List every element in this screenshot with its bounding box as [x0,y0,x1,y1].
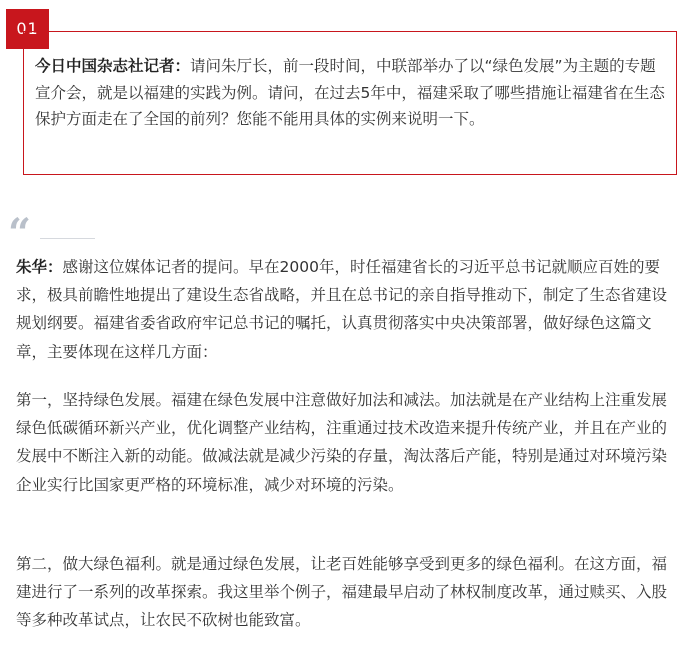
answer-point-2: 第二，做大绿色福利。就是通过绿色发展，让老百姓能够享受到更多的绿色福利。在这方面，福建进行了一系列的改革探索。我这里举个例子，福建最早启动了林权制度改革，通过赎买、入股等多种改革试点，让农民不砍树也能致富。 [16,555,668,630]
question-speaker: 今日中国杂志社记者： [35,57,191,75]
quote-divider [40,238,95,239]
quote-mark-icon: “ [8,210,32,257]
answer-point-1: 第一，坚持绿色发展。福建在绿色发展中注意做好加法和减法。加法就是在产业结构上注重发展绿色低碳循环新兴产业，优化调整产业结构，注重通过技术改造来提升传统产业，并且在产业的发展中不断注入新的动能。做减法就是减少污染的存量，淘汰落后产能，特别是通过对环境污染企业实行比国家更严格的环境标准，减少对环境的污染。 [16,391,668,494]
question-text [35,53,671,133]
question-body: 请问朱厅长，前一段时间，中联部举办了以“绿色发展”为主题的专题宣介会，就是以福建的实践为例。请问，在过去5年中，福建采取了哪些措施让福建省在生态保护方面走在了全国的前列？您能不能用具体的实例来说明一下。 [35,57,665,128]
section-number-badge: 01 [6,9,49,49]
answer-intro-text: 感谢这位媒体记者的提问。早在2000年，时任福建省长的习近平总书记就顺应百姓的要求，极具前瞻性地提出了建设生态省战略，并且在总书记的亲自指导推动下，制定了生态省建设规划纲要。福建省委省政府牢记总书记的嘱托，认真贯彻落实中央决策部署，做好绿色这篇文章，主要体现在这样几方面： [16,258,668,361]
answer-speaker: 朱华： [16,258,63,276]
answer-intro-paragraph [16,253,671,366]
